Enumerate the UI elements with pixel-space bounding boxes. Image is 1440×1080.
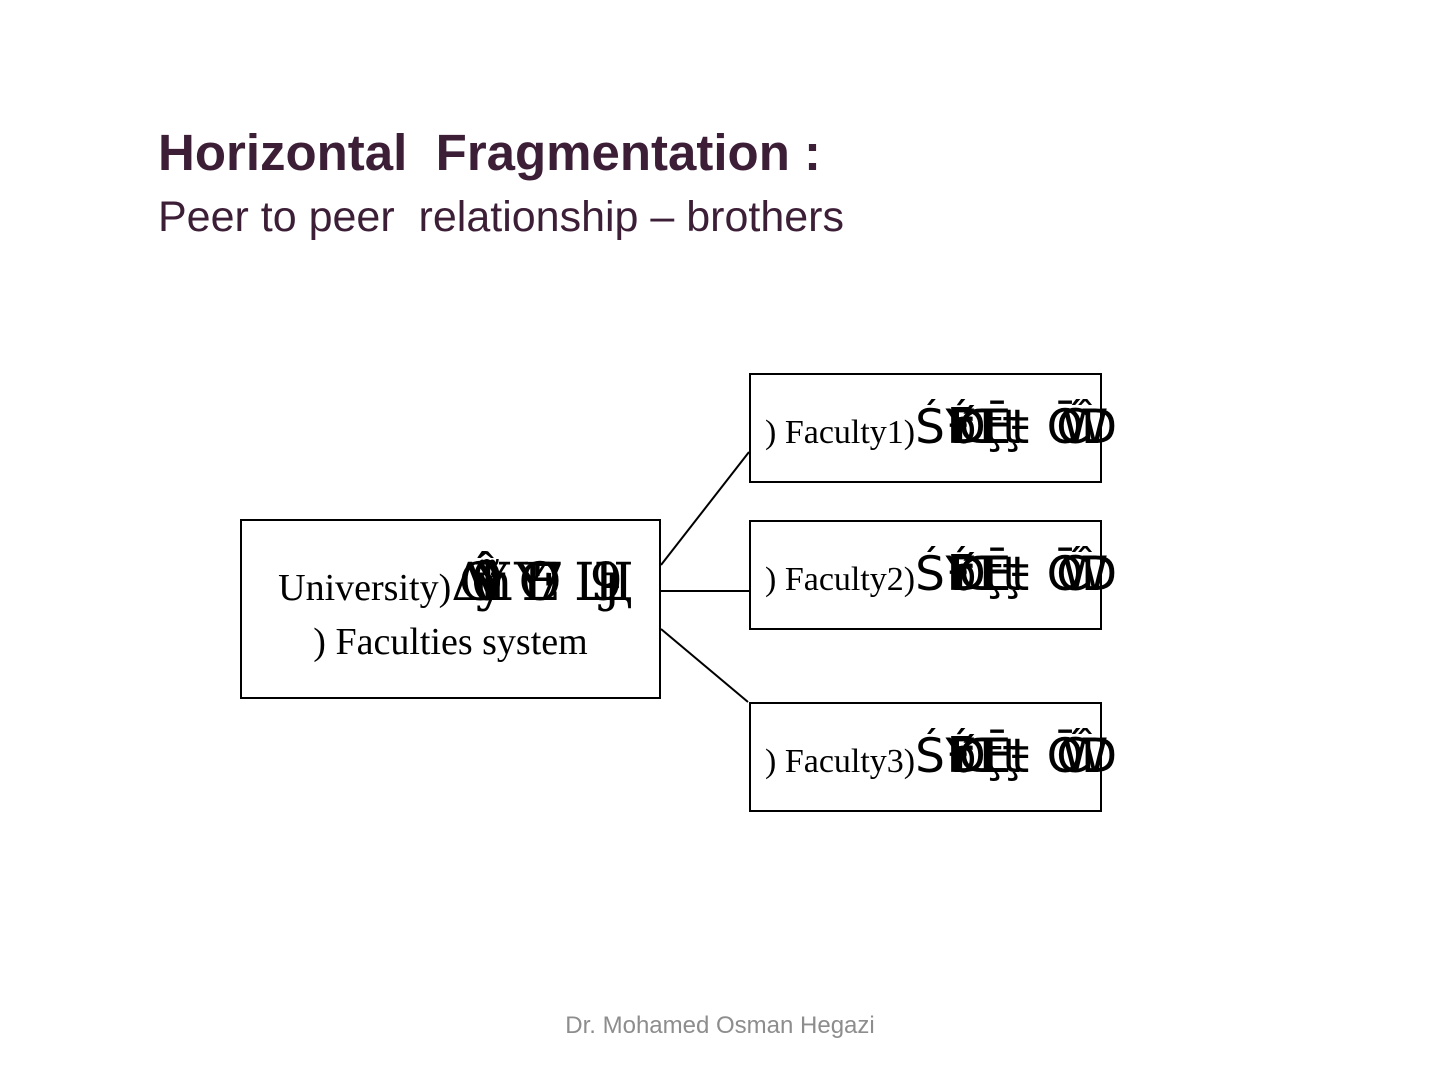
faculty2-label: ) Faculty2) [765, 560, 916, 598]
faculty1-box [749, 373, 1102, 483]
garbled-arabic-cluster-2: Ε'ΥΘ7 [522, 552, 535, 614]
faculty2-box-line [765, 546, 1117, 602]
garbled-arabic-cluster-4: ŌĆŴD [1046, 399, 1090, 455]
garbled-arabic-cluster-3: Щɟ9 [573, 552, 593, 614]
faculty1-label: ) Faculty1) [765, 413, 916, 451]
garbled-arabic-cluster-2: ŕÝƃĐŒĒţ [953, 728, 976, 784]
faculty3-box-line [765, 728, 1117, 784]
garbled-arabic-cluster-2: ŕÝƃĐŒĒţ [953, 546, 976, 602]
faculty3-box [749, 702, 1102, 812]
connector-root-to-faculty1 [661, 452, 749, 565]
faculty3-label: ) Faculty3) [765, 742, 916, 780]
garbled-arabic-cluster-2: ŕÝƃĐŒĒţ [953, 399, 976, 455]
garbled-arabic-cluster-1: Ś [915, 728, 918, 784]
university-root-box [240, 519, 661, 699]
connector-root-to-faculty3 [661, 629, 748, 702]
garbled-arabic-cluster-1: ΔÓθüỹΥĥ [451, 552, 483, 614]
garbled-arabic-cluster-4: ŌĆŴD [1046, 728, 1090, 784]
garbled-arabic-cluster-1: Ś [915, 546, 918, 602]
faculty2-box [749, 520, 1102, 630]
faculty1-box-line [765, 399, 1117, 455]
footer-author: Dr. Mohamed Osman Hegazi [565, 1012, 875, 1039]
slide-subtitle: Peer to peer relationship – brothers [158, 193, 845, 241]
garbled-arabic-cluster-1: Ś [915, 399, 918, 455]
faculties-system-label: ) Faculties system [313, 621, 588, 664]
university-label: University) [278, 567, 452, 610]
garbled-arabic-cluster-4: ŌĆŴD [1046, 546, 1090, 602]
slide-title: Horizontal Fragmentation : [158, 124, 821, 181]
university-box-line1 [278, 554, 623, 613]
